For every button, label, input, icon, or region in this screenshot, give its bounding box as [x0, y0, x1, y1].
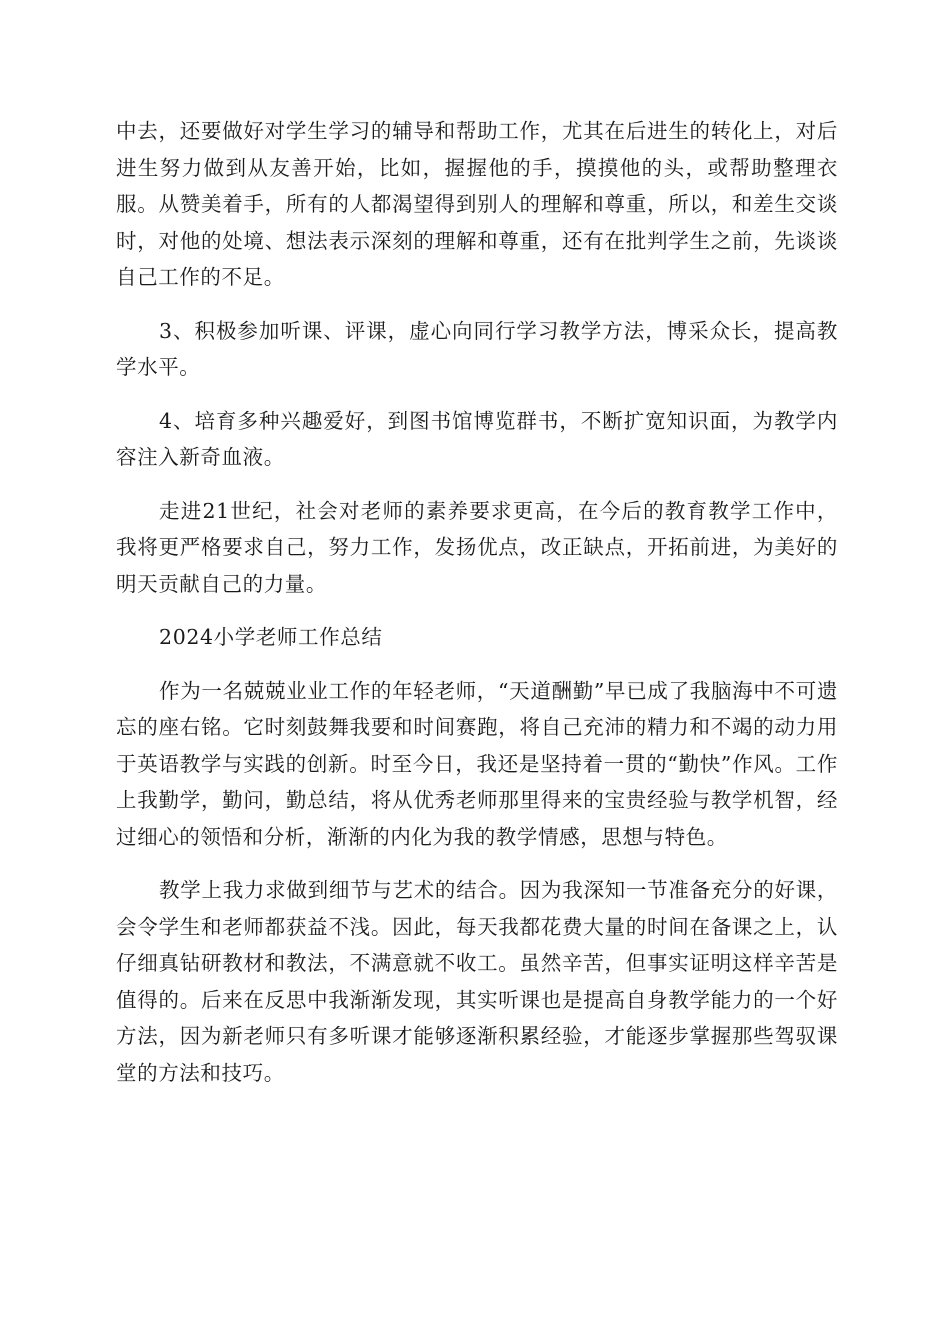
paragraph-conclusion: 走进21世纪，社会对老师的素养要求更高，在今后的教育教学工作中，我将更严格要求自己，努力工作，发扬优点，改正缺点，开拓前进，为美好的明天贡献自己的力量。: [116, 498, 838, 596]
section-title: 2024小学老师工作总结: [159, 625, 383, 649]
paragraph-item-4: 4、培育多种兴趣爱好，到图书馆博览群书，不断扩宽知识面，为教学内容注入新奇血液。: [116, 408, 838, 469]
document-body: [116, 113, 838, 1108]
paragraph-intro: 作为一名兢兢业业工作的年轻老师，“天道酬勤”早已成了我脑海中不可遗忘的座右铭。它时刻鼓舞我要和时间赛跑，将自己充沛的精力和不竭的动力用于英语教学与实践的创新。时至今日，我还是坚持着一贯的“勤快”作风。工作上我勤学，勤问，勤总结，将从优秀老师那里得来的宝贵经验与教学机智，经过细心的领悟和分析，渐渐的内化为我的教学情感，思想与特色。: [116, 678, 838, 849]
paragraph-item-3: 3、积极参加听课、评课，虚心向同行学习教学方法，博采众长，提高教学水平。: [116, 318, 838, 379]
paragraph-teaching: 教学上我力求做到细节与艺术的结合。因为我深知一节准备充分的好课，会令学生和老师都获益不浅。因此，每天我都花费大量的时间在备课之上，认仔细真钻研教材和教法，不满意就不收工。虽然辛苦，但事实证明这样辛苦是值得的。后来在反思中我渐渐发现，其实听课也是提高自身教学能力的一个好方法，因为新老师只有多听课才能够逐渐积累经验，才能逐步掌握那些驾驭课堂的方法和技巧。: [116, 878, 838, 1085]
paragraph-continuation: 中去，还要做好对学生学习的辅导和帮助工作，尤其在后进生的转化上，对后进生努力做到从友善开始，比如，握握他的手，摸摸他的头，或帮助整理衣服。从赞美着手，所有的人都渴望得到别人的理解和尊重，所以，和差生交谈时，对他的处境、想法表示深刻的理解和尊重，还有在批判学生之前，先谈谈自己工作的不足。: [116, 119, 838, 289]
